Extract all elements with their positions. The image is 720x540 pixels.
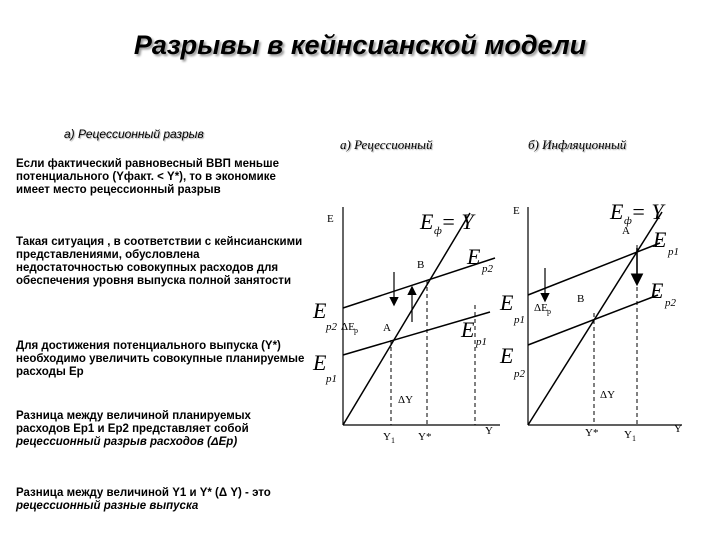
- a-label-ep2-left: E: [313, 298, 327, 323]
- b-label-ep1-left: E: [500, 290, 514, 315]
- graph-recessionary: [312, 207, 500, 445]
- a-label-ep2: E: [467, 244, 481, 269]
- text-cause: Такая ситуация , в соответствии с кейнсианскими представлениями, обусловлена недостаточностью совокупных расходов для обеспечения уровня выпуска полной занятости: [16, 236, 303, 287]
- a-label-ef: E: [420, 209, 434, 234]
- a-label-ep1-left: E: [313, 350, 327, 375]
- b-label-dy: ΔY: [600, 389, 616, 401]
- b-label-ef: E: [610, 199, 624, 224]
- a-label-ep1-sub: p1: [476, 336, 487, 348]
- a-label-ef-eq: = Y: [441, 209, 474, 234]
- text-spending-gap-a: Разница между величиной планируемых расходов Ep1 и Ep2 представляет собой: [16, 410, 251, 435]
- a-label-b: B: [417, 259, 425, 271]
- b-label-ef-sub: ф: [624, 215, 632, 227]
- a-label-a: A: [383, 322, 391, 334]
- subtitle-recession: а) Рецессионный разрыв: [64, 127, 204, 141]
- b-label-ef-eq: = Y: [631, 199, 664, 224]
- b-label-y: Y: [674, 423, 682, 435]
- b-label-y1-sub: 1: [632, 434, 636, 443]
- text-definition: Если фактический равновесный ВВП меньше потенциального (Yфакт. < Y*), то в экономике имеет место рецессионный разрыв: [16, 158, 279, 196]
- caption-recessionary: а) Рецессионный: [340, 137, 433, 152]
- b-label-y1: Y: [624, 429, 632, 441]
- text-spending-gap-b: рецессионный разрыв расходов (ΔEp): [16, 436, 238, 448]
- text-output-gap-a: Разница между величиной Y1 и Y* (Δ Y) - это: [16, 487, 271, 499]
- a-label-ystar: Y*: [418, 431, 432, 443]
- b-label-ep2-sub: p2: [665, 297, 676, 309]
- a-label-dep: ΔE: [341, 321, 355, 333]
- b-label-ep2-left: E: [500, 343, 514, 368]
- text-output-gap-b: рецессионный разные выпуска: [16, 500, 199, 512]
- b-line-ep1: [528, 243, 660, 295]
- b-label-dep-sub: p: [547, 307, 551, 316]
- a-label-dy: ΔY: [398, 394, 414, 406]
- a-label-ep2-left-sub: p2: [326, 321, 337, 333]
- a-label-ef-sub: ф: [434, 225, 442, 237]
- b-label-b: B: [577, 293, 585, 305]
- a-label-ep1-left-sub: p1: [326, 373, 337, 385]
- b-label-dep: ΔE: [534, 302, 548, 314]
- b-label-e: E: [513, 205, 520, 217]
- a-label-y1-sub: 1: [391, 436, 395, 445]
- a-label-dep-sub: p: [354, 326, 358, 335]
- caption-inflationary: б) Инфляционный: [528, 137, 627, 152]
- a-label-e: E: [327, 213, 334, 225]
- page-title: Разрывы в кейнсианской модели: [133, 30, 587, 60]
- b-label-ep1: E: [653, 227, 667, 252]
- b-label-ystar: Y*: [585, 427, 599, 439]
- a-label-y1: Y: [383, 431, 391, 443]
- text-solution: Для достижения потенциального выпуска (Y*) необходимо увеличить совокупные планируемые расходы Ep: [16, 340, 305, 378]
- b-label-ep1-left-sub: p1: [514, 314, 525, 326]
- a-label-ep2-sub: p2: [482, 263, 493, 275]
- graph-inflationary: [499, 199, 682, 443]
- b-label-ep2: E: [650, 278, 664, 303]
- a-label-y: Y: [485, 425, 493, 437]
- a-label-ep1: E: [461, 317, 475, 342]
- b-label-ep1-sub: p1: [668, 246, 679, 258]
- b-label-ep2-left-sub: p2: [514, 368, 525, 380]
- b-label-a: A: [622, 225, 630, 237]
